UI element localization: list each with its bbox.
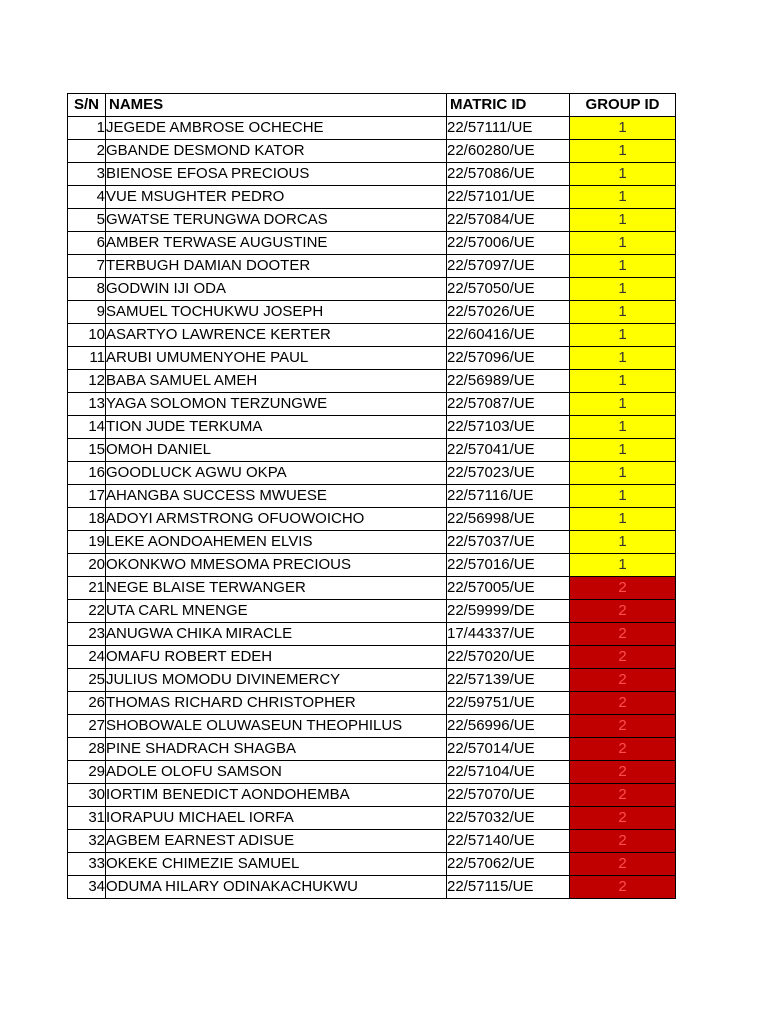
sn-cell: 17 bbox=[68, 485, 106, 508]
table-row bbox=[68, 761, 676, 784]
table-row bbox=[68, 439, 676, 462]
name-cell: IORAPUU MICHAEL IORFA bbox=[106, 807, 447, 830]
table-body bbox=[68, 117, 676, 899]
sn-cell: 7 bbox=[68, 255, 106, 278]
sn-cell: 26 bbox=[68, 692, 106, 715]
name-cell: VUE MSUGHTER PEDRO bbox=[106, 186, 447, 209]
matric-id-cell: 22/57103/UE bbox=[447, 416, 570, 439]
sn-cell: 16 bbox=[68, 462, 106, 485]
name-cell: JULIUS MOMODU DIVINEMERCY bbox=[106, 669, 447, 692]
matric-id-cell: 22/59999/DE bbox=[447, 600, 570, 623]
matric-id-cell: 22/57087/UE bbox=[447, 393, 570, 416]
matric-id-cell: 22/56989/UE bbox=[447, 370, 570, 393]
sn-cell: 1 bbox=[68, 117, 106, 140]
table-row bbox=[68, 255, 676, 278]
table-row bbox=[68, 163, 676, 186]
table-row bbox=[68, 784, 676, 807]
group-id-cell: 2 bbox=[570, 692, 676, 715]
matric-id-cell: 22/57140/UE bbox=[447, 830, 570, 853]
table-row bbox=[68, 393, 676, 416]
name-cell: TION JUDE TERKUMA bbox=[106, 416, 447, 439]
group-id-cell: 1 bbox=[570, 117, 676, 140]
sn-cell: 3 bbox=[68, 163, 106, 186]
table-row bbox=[68, 738, 676, 761]
matric-id-cell: 22/57026/UE bbox=[447, 301, 570, 324]
sn-cell: 12 bbox=[68, 370, 106, 393]
group-id-cell: 1 bbox=[570, 255, 676, 278]
matric-id-cell: 22/57014/UE bbox=[447, 738, 570, 761]
table-row bbox=[68, 209, 676, 232]
name-cell: OMOH DANIEL bbox=[106, 439, 447, 462]
table-row bbox=[68, 807, 676, 830]
group-id-cell: 2 bbox=[570, 761, 676, 784]
table-row bbox=[68, 531, 676, 554]
matric-id-cell: 22/57023/UE bbox=[447, 462, 570, 485]
table-row bbox=[68, 508, 676, 531]
name-cell: ODUMA HILARY ODINAKACHUKWU bbox=[106, 876, 447, 899]
sn-cell: 18 bbox=[68, 508, 106, 531]
name-cell: AMBER TERWASE AUGUSTINE bbox=[106, 232, 447, 255]
sn-cell: 11 bbox=[68, 347, 106, 370]
sn-cell: 33 bbox=[68, 853, 106, 876]
table-row bbox=[68, 715, 676, 738]
table-row bbox=[68, 876, 676, 899]
table-row bbox=[68, 692, 676, 715]
name-cell: GWATSE TERUNGWA DORCAS bbox=[106, 209, 447, 232]
name-cell: BABA SAMUEL AMEH bbox=[106, 370, 447, 393]
matric-id-cell: 22/57032/UE bbox=[447, 807, 570, 830]
sn-cell: 27 bbox=[68, 715, 106, 738]
sn-cell: 29 bbox=[68, 761, 106, 784]
matric-id-cell: 22/57104/UE bbox=[447, 761, 570, 784]
name-cell: OMAFU ROBERT EDEH bbox=[106, 646, 447, 669]
sn-column-header: S/N bbox=[68, 94, 106, 117]
name-cell: IORTIM BENEDICT AONDOHEMBA bbox=[106, 784, 447, 807]
group-id-cell: 1 bbox=[570, 186, 676, 209]
group-id-cell: 2 bbox=[570, 577, 676, 600]
name-cell: LEKE AONDOAHEMEN ELVIS bbox=[106, 531, 447, 554]
name-cell: THOMAS RICHARD CHRISTOPHER bbox=[106, 692, 447, 715]
sn-cell: 24 bbox=[68, 646, 106, 669]
table-row bbox=[68, 485, 676, 508]
sn-cell: 20 bbox=[68, 554, 106, 577]
group-id-cell: 1 bbox=[570, 301, 676, 324]
matric-id-cell: 22/56996/UE bbox=[447, 715, 570, 738]
sn-cell: 8 bbox=[68, 278, 106, 301]
sn-cell: 22 bbox=[68, 600, 106, 623]
matric-id-cell: 22/59751/UE bbox=[447, 692, 570, 715]
matric-id-cell: 22/57084/UE bbox=[447, 209, 570, 232]
group-id-cell: 2 bbox=[570, 623, 676, 646]
name-cell: YAGA SOLOMON TERZUNGWE bbox=[106, 393, 447, 416]
header-row bbox=[68, 94, 676, 117]
name-cell: ARUBI UMUMENYOHE PAUL bbox=[106, 347, 447, 370]
sn-cell: 23 bbox=[68, 623, 106, 646]
group-id-cell: 2 bbox=[570, 669, 676, 692]
matric-id-column-header: MATRIC ID bbox=[447, 94, 570, 117]
table-row bbox=[68, 830, 676, 853]
group-id-cell: 2 bbox=[570, 876, 676, 899]
group-id-cell: 2 bbox=[570, 646, 676, 669]
name-cell: BIENOSE EFOSA PRECIOUS bbox=[106, 163, 447, 186]
name-cell: OKONKWO MMESOMA PRECIOUS bbox=[106, 554, 447, 577]
table-header bbox=[68, 94, 676, 117]
name-cell: ANUGWA CHIKA MIRACLE bbox=[106, 623, 447, 646]
matric-id-cell: 22/57070/UE bbox=[447, 784, 570, 807]
table-row bbox=[68, 140, 676, 163]
name-cell: OKEKE CHIMEZIE SAMUEL bbox=[106, 853, 447, 876]
group-id-cell: 1 bbox=[570, 462, 676, 485]
matric-id-cell: 22/57139/UE bbox=[447, 669, 570, 692]
table-row bbox=[68, 853, 676, 876]
matric-id-cell: 22/57050/UE bbox=[447, 278, 570, 301]
name-cell: SHOBOWALE OLUWASEUN THEOPHILUS bbox=[106, 715, 447, 738]
sn-cell: 25 bbox=[68, 669, 106, 692]
table-row bbox=[68, 117, 676, 140]
name-cell: AGBEM EARNEST ADISUE bbox=[106, 830, 447, 853]
matric-id-cell: 17/44337/UE bbox=[447, 623, 570, 646]
group-id-cell: 1 bbox=[570, 508, 676, 531]
sn-cell: 4 bbox=[68, 186, 106, 209]
matric-id-cell: 22/57115/UE bbox=[447, 876, 570, 899]
table-row bbox=[68, 577, 676, 600]
group-id-cell: 2 bbox=[570, 853, 676, 876]
matric-id-cell: 22/57020/UE bbox=[447, 646, 570, 669]
name-cell: GBANDE DESMOND KATOR bbox=[106, 140, 447, 163]
group-id-cell: 2 bbox=[570, 600, 676, 623]
group-id-cell: 1 bbox=[570, 554, 676, 577]
sn-cell: 6 bbox=[68, 232, 106, 255]
name-cell: ASARTYO LAWRENCE KERTER bbox=[106, 324, 447, 347]
group-id-cell: 1 bbox=[570, 163, 676, 186]
table-row bbox=[68, 324, 676, 347]
group-id-column-header: GROUP ID bbox=[570, 94, 676, 117]
matric-id-cell: 22/60416/UE bbox=[447, 324, 570, 347]
group-id-cell: 1 bbox=[570, 531, 676, 554]
group-id-cell: 2 bbox=[570, 738, 676, 761]
name-cell: SAMUEL TOCHUKWU JOSEPH bbox=[106, 301, 447, 324]
table-row bbox=[68, 301, 676, 324]
table-row bbox=[68, 278, 676, 301]
matric-id-cell: 22/57097/UE bbox=[447, 255, 570, 278]
group-id-cell: 1 bbox=[570, 439, 676, 462]
group-id-cell: 1 bbox=[570, 485, 676, 508]
matric-id-cell: 22/57086/UE bbox=[447, 163, 570, 186]
table-row bbox=[68, 646, 676, 669]
sn-cell: 2 bbox=[68, 140, 106, 163]
matric-id-cell: 22/57005/UE bbox=[447, 577, 570, 600]
group-id-cell: 1 bbox=[570, 347, 676, 370]
matric-id-cell: 22/57101/UE bbox=[447, 186, 570, 209]
group-id-cell: 1 bbox=[570, 416, 676, 439]
student-group-table bbox=[67, 93, 676, 899]
matric-id-cell: 22/57041/UE bbox=[447, 439, 570, 462]
group-id-cell: 2 bbox=[570, 807, 676, 830]
sn-cell: 10 bbox=[68, 324, 106, 347]
matric-id-cell: 22/56998/UE bbox=[447, 508, 570, 531]
group-id-cell: 1 bbox=[570, 140, 676, 163]
table-row bbox=[68, 554, 676, 577]
sn-cell: 31 bbox=[68, 807, 106, 830]
sn-cell: 5 bbox=[68, 209, 106, 232]
table-row bbox=[68, 623, 676, 646]
name-cell: GOODLUCK AGWU OKPA bbox=[106, 462, 447, 485]
name-cell: JEGEDE AMBROSE OCHECHE bbox=[106, 117, 447, 140]
sn-cell: 28 bbox=[68, 738, 106, 761]
name-cell: TERBUGH DAMIAN DOOTER bbox=[106, 255, 447, 278]
group-id-cell: 2 bbox=[570, 715, 676, 738]
sn-cell: 21 bbox=[68, 577, 106, 600]
matric-id-cell: 22/57062/UE bbox=[447, 853, 570, 876]
table-row bbox=[68, 347, 676, 370]
sn-cell: 13 bbox=[68, 393, 106, 416]
group-id-cell: 1 bbox=[570, 393, 676, 416]
sn-cell: 9 bbox=[68, 301, 106, 324]
table-row bbox=[68, 462, 676, 485]
matric-id-cell: 22/57116/UE bbox=[447, 485, 570, 508]
table-row bbox=[68, 186, 676, 209]
group-id-cell: 1 bbox=[570, 232, 676, 255]
name-cell: ADOYI ARMSTRONG OFUOWOICHO bbox=[106, 508, 447, 531]
matric-id-cell: 22/57006/UE bbox=[447, 232, 570, 255]
group-id-cell: 1 bbox=[570, 278, 676, 301]
name-cell: AHANGBA SUCCESS MWUESE bbox=[106, 485, 447, 508]
matric-id-cell: 22/60280/UE bbox=[447, 140, 570, 163]
group-id-cell: 1 bbox=[570, 324, 676, 347]
group-id-cell: 1 bbox=[570, 370, 676, 393]
name-cell: UTA CARL MNENGE bbox=[106, 600, 447, 623]
sn-cell: 19 bbox=[68, 531, 106, 554]
matric-id-cell: 22/57037/UE bbox=[447, 531, 570, 554]
table-row bbox=[68, 232, 676, 255]
sn-cell: 34 bbox=[68, 876, 106, 899]
name-cell: ADOLE OLOFU SAMSON bbox=[106, 761, 447, 784]
table-row bbox=[68, 370, 676, 393]
table-row bbox=[68, 669, 676, 692]
matric-id-cell: 22/57111/UE bbox=[447, 117, 570, 140]
names-column-header: NAMES bbox=[106, 94, 447, 117]
name-cell: PINE SHADRACH SHAGBA bbox=[106, 738, 447, 761]
group-id-cell: 2 bbox=[570, 784, 676, 807]
table-row bbox=[68, 600, 676, 623]
matric-id-cell: 22/57016/UE bbox=[447, 554, 570, 577]
group-id-cell: 1 bbox=[570, 209, 676, 232]
sn-cell: 30 bbox=[68, 784, 106, 807]
name-cell: GODWIN IJI ODA bbox=[106, 278, 447, 301]
matric-id-cell: 22/57096/UE bbox=[447, 347, 570, 370]
name-cell: NEGE BLAISE TERWANGER bbox=[106, 577, 447, 600]
sn-cell: 15 bbox=[68, 439, 106, 462]
group-id-cell: 2 bbox=[570, 830, 676, 853]
table-row bbox=[68, 416, 676, 439]
sn-cell: 32 bbox=[68, 830, 106, 853]
sn-cell: 14 bbox=[68, 416, 106, 439]
